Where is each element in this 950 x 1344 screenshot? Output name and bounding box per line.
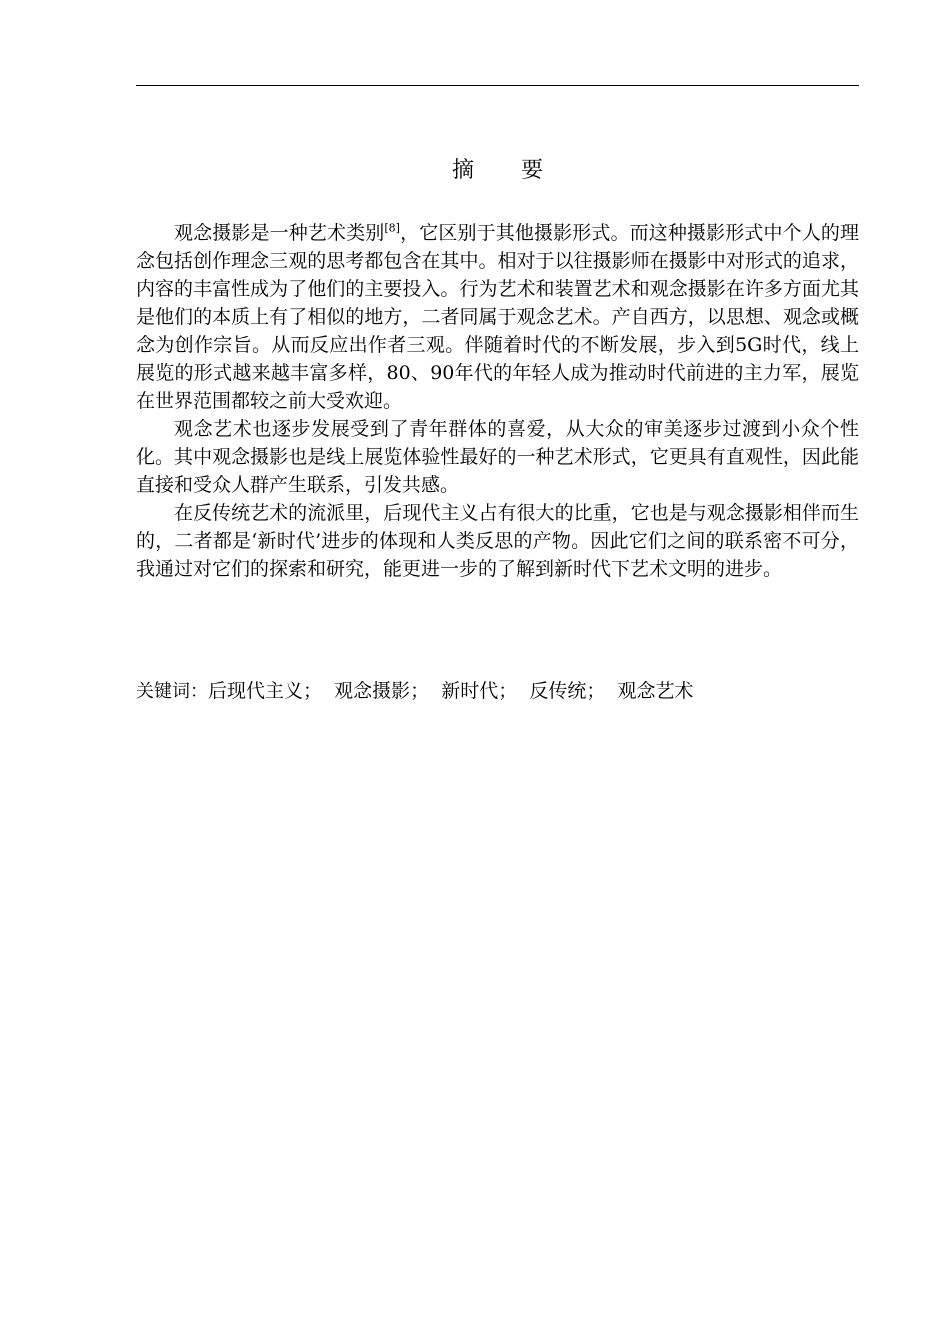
abstract-paragraph-3: 在反传统艺术的流派里，后现代主义占有很大的比重，它也是与观念摄影相伴而生的，二者都是‘新时代’进步的体现和人类反思的产物。因此它们之间的联系密不可分，我通过对它们的探索和研究，能更进一步的了解到新时代下艺术文明的进步。 xyxy=(136,502,859,580)
keyword-item: 观念摄影； xyxy=(334,680,430,702)
keywords-line xyxy=(136,677,859,706)
keywords-label: 关键词： xyxy=(136,681,208,702)
keyword-item: 观念艺术 xyxy=(617,680,694,702)
abstract-paragraph-1: 观念摄影是一种艺术类别[8]，它区别于其他摄影形式。而这种摄影形式中个人的理念包括创作理念三观的思考都包含在其中。相对于以往摄影师在摄影中对形式的追求，内容的丰富性成为了他们的主要投入。行为艺术和装置艺术和观念摄影在许多方面尤其是他们的本质上有了相似的地方，二者同属于观念艺术。产自西方，以思想、观念或概念为创作宗旨。从而反应出作者三观。伴随着时代的不断发展，步入到5G时代，线上展览的形式越来越丰富多样，80、90年代的年轻人成为推动时代前进的主力军，展览在世界范围都较之前大受欢迎。 xyxy=(136,221,859,412)
abstract-title: 摘 要 xyxy=(452,158,563,183)
keyword-item: 反传统； xyxy=(529,680,606,702)
header-rule xyxy=(136,85,859,86)
abstract-paragraph-2: 观念艺术也逐步发展受到了青年群体的喜爱，从大众的审美逐步过渡到小众个性化。其中观念摄影也是线上展览体验性最好的一种艺术形式，它更具有直观性，因此能直接和受众人群产生联系，引发共感。 xyxy=(136,418,859,496)
citation-marker: [8] xyxy=(384,221,400,235)
keyword-item: 新时代； xyxy=(441,680,518,702)
keyword-item: 后现代主义； xyxy=(208,680,323,702)
abstract-body xyxy=(136,219,859,583)
